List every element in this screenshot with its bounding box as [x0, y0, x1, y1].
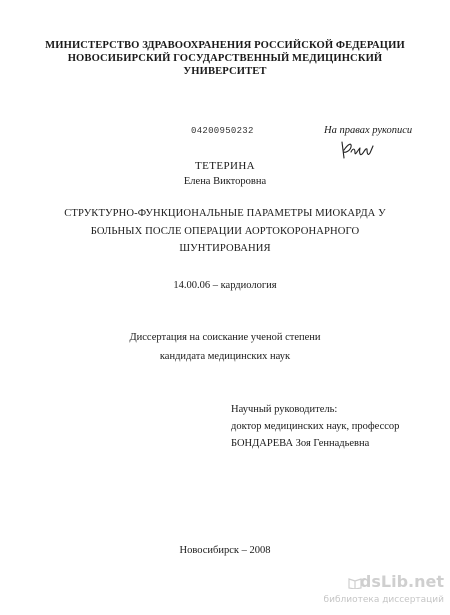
author-first-names: Елена Викторовна: [183, 176, 267, 187]
supervisor-name: БОНДАРЕВА Зоя Геннадьевна: [231, 438, 370, 449]
watermark-subtitle: библиотека диссертаций: [323, 595, 444, 605]
watermark: [323, 572, 448, 612]
title-line-1: СТРУКТУРНО-ФУНКЦИОНАЛЬНЫЕ ПАРАМЕТРЫ МИОКАРДА У: [64, 208, 386, 219]
watermark-logo: dsLib.net: [359, 572, 444, 591]
author-last-name: ТЕТЕРИНА: [194, 160, 256, 172]
specialty: 14.00.06 – кардиология: [173, 280, 277, 291]
ministry-line-2: НОВОСИБИРСКИЙ ГОСУДАРСТВЕННЫЙ МЕДИЦИНСКИЙ: [67, 53, 383, 64]
inventory-number: 04200950232: [191, 126, 254, 136]
title-line-2: БОЛЬНЫХ ПОСЛЕ ОПЕРАЦИИ АОРТОКОРОНАРНОГО: [90, 226, 360, 237]
supervisor-heading: Научный руководитель:: [231, 404, 338, 415]
city-year: Новосибирск – 2008: [179, 545, 271, 556]
ministry-line-1: МИНИСТЕРСТВО ЗДРАВООХРАНЕНИЯ РОССИЙСКОЙ ФЕДЕРАЦИИ: [45, 40, 405, 51]
handwritten-signature: [336, 136, 386, 162]
rights-note: На правах рукописи: [324, 125, 413, 136]
supervisor-degree: доктор медицинских наук, профессор: [231, 421, 400, 432]
dissertation-line-2: кандидата медицинских наук: [159, 351, 291, 362]
title-line-3: ШУНТИРОВАНИЯ: [179, 243, 271, 254]
ministry-line-3: УНИВЕРСИТЕТ: [183, 66, 267, 77]
dissertation-line-1: Диссертация на соискание ученой степени: [129, 332, 321, 343]
